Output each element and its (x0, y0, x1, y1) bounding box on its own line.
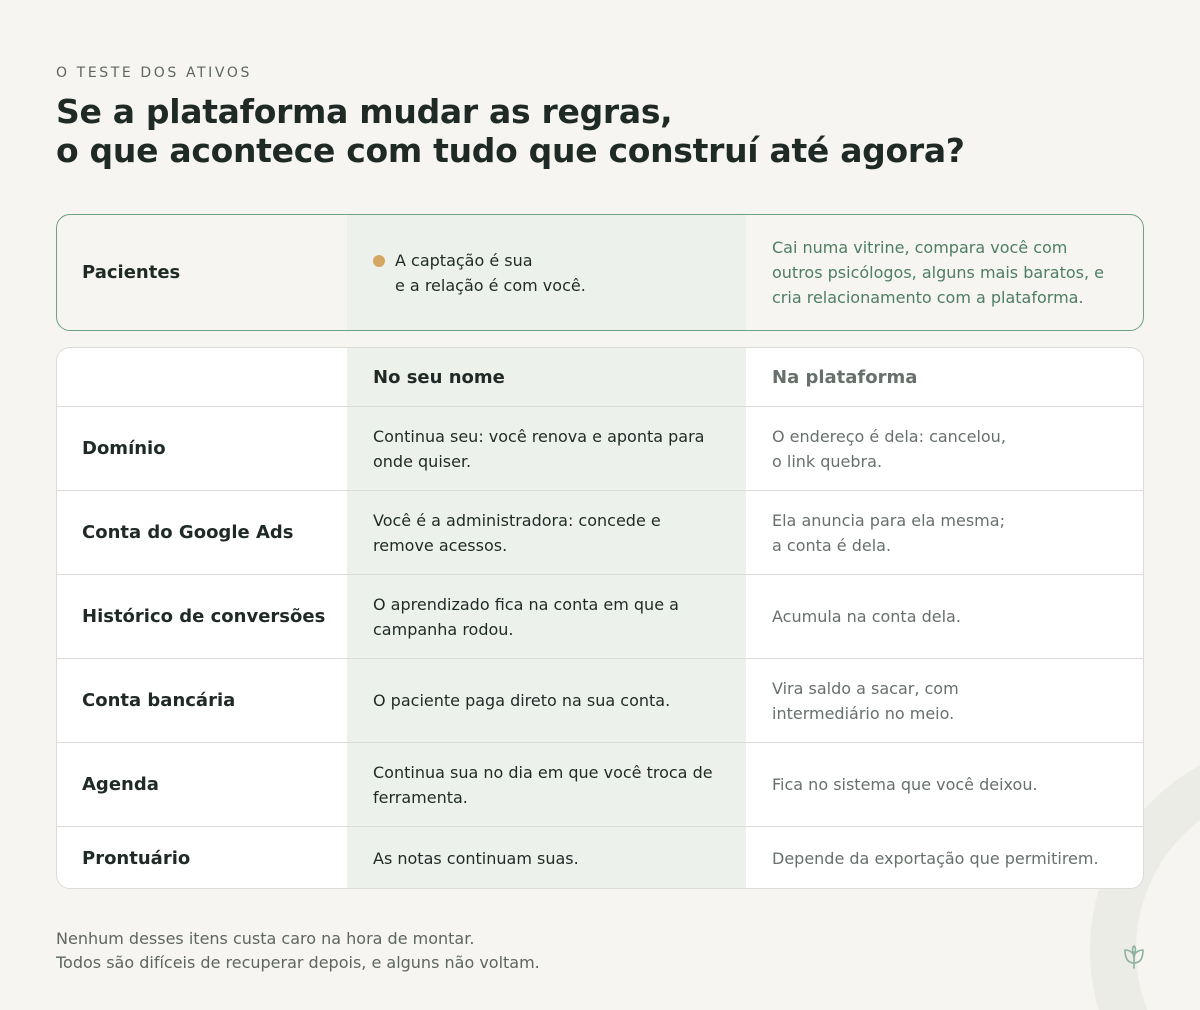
footer-note (56, 927, 756, 975)
eyebrow: O TESTE DOS ATIVOS (56, 65, 252, 81)
table-row (57, 406, 1143, 490)
title-line-2: o que acontece com tudo que construí até agora? (56, 131, 965, 170)
row-own: O aprendizado fica na conta em que a campanha rodou. (347, 575, 746, 658)
row-platform (746, 575, 1143, 658)
row-platform-line-1: Ela anuncia para ela mesma; (772, 510, 1005, 530)
bullet-dot-icon (373, 255, 385, 267)
row-own: As notas continuam suas. (347, 827, 746, 889)
row-own: Continua seu: você renova e aponta para onde quiser. (347, 407, 746, 490)
row-item: Histórico de conversões (82, 606, 326, 627)
row-platform-line-2: intermediário no meio. (772, 703, 955, 723)
page-title (56, 92, 1056, 170)
header-item (57, 348, 347, 406)
title-line-1: Se a plataforma mudar as regras, (56, 92, 673, 131)
row-item: Domínio (82, 438, 166, 459)
header-own: No seu nome (347, 348, 746, 406)
row-platform (746, 659, 1143, 742)
row-platform (746, 407, 1143, 490)
footer-line-1: Nenhum desses itens custa caro na hora de montar. (56, 929, 475, 948)
row-platform-line-1: Fica no sistema que você deixou. (772, 775, 1038, 794)
row-platform (746, 827, 1143, 889)
table-row (57, 742, 1143, 826)
table-header-row (57, 348, 1143, 406)
row-platform-line-1: Acumula na conta dela. (772, 607, 961, 626)
row-item: Prontuário (82, 847, 191, 869)
row-platform (746, 491, 1143, 574)
row-platform-line-1: O endereço é dela: cancelou, (772, 426, 1006, 446)
row-own: Você é a administradora: concede e remove acessos. (347, 491, 746, 574)
highlight-platform-text: Cai numa vitrine, compara você com outros psicólogos, alguns mais baratos, e cria relacionamento com a plataforma. (772, 238, 1104, 307)
highlight-card-pacientes (56, 214, 1144, 331)
highlight-own-text (395, 248, 586, 298)
table-row (57, 574, 1143, 658)
row-platform (746, 743, 1143, 826)
leaf-shield-icon (1122, 944, 1146, 970)
row-item: Agenda (82, 774, 159, 795)
highlight-own-cell (347, 215, 746, 330)
table-row (57, 658, 1143, 742)
row-item: Conta bancária (82, 690, 236, 711)
footer-line-2: Todos são difíceis de recuperar depois, e alguns não voltam. (56, 953, 540, 972)
table-row (57, 826, 1143, 889)
row-own: O paciente paga direto na sua conta. (347, 659, 746, 742)
row-item: Conta do Google Ads (82, 522, 294, 543)
highlight-own-line-2: e a relação é com você. (395, 275, 586, 295)
row-platform-line-2: o link quebra. (772, 451, 883, 471)
row-own: Continua sua no dia em que você troca de ferramenta. (347, 743, 746, 826)
row-platform-line-1: Depende da exportação que permitirem. (772, 848, 1099, 868)
row-platform-line-2: a conta é dela. (772, 535, 892, 555)
comparison-table (56, 347, 1144, 889)
highlight-own-line-1: A captação é sua (395, 250, 533, 270)
highlight-label: Pacientes (82, 262, 181, 283)
header-platform: Na plataforma (772, 366, 918, 388)
table-row (57, 490, 1143, 574)
row-platform-line-1: Vira saldo a sacar, com (772, 678, 959, 698)
